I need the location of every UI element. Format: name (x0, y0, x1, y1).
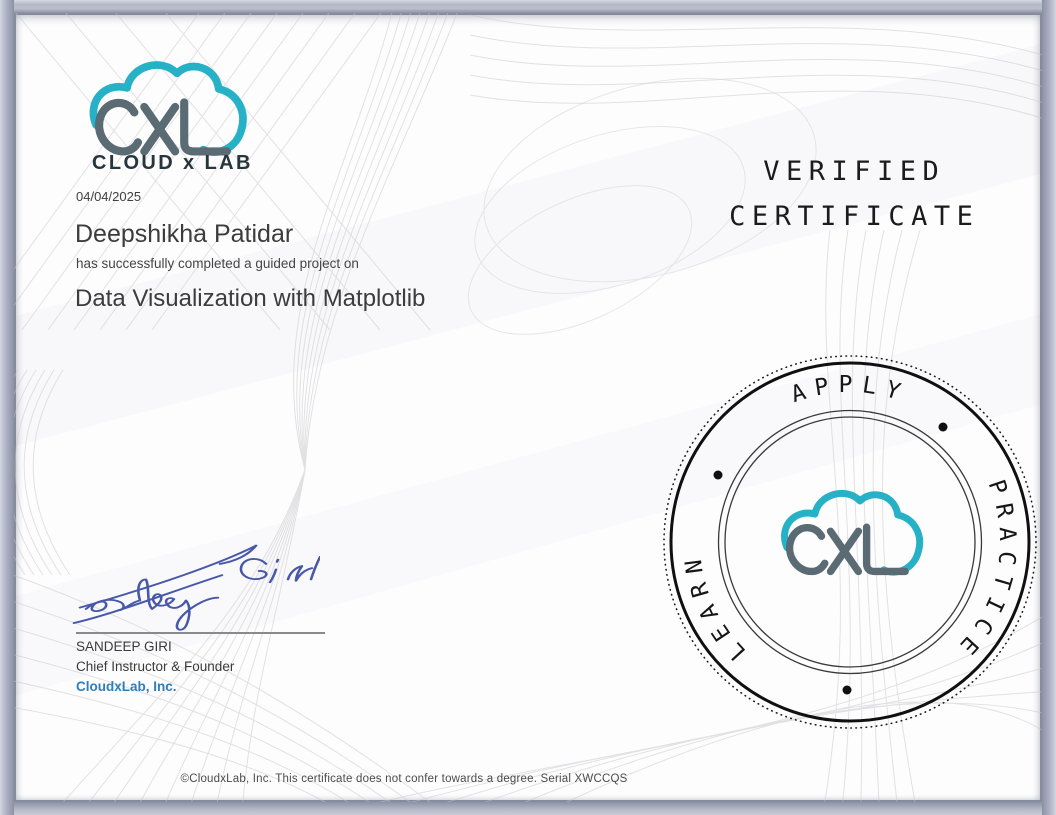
seal-separator-dot (939, 423, 948, 432)
signatory-name: SANDEEP GIRI (76, 639, 172, 654)
completion-text: has successfully completed a guided project on (76, 256, 359, 271)
brand-name: CLOUD x LAB (92, 152, 253, 174)
signature-divider (76, 632, 325, 634)
signatory-block (76, 637, 234, 697)
verified-certificate-heading (729, 149, 980, 239)
seal-word-practice: PRACTICE (948, 476, 1021, 666)
signatory-title: Chief Instructor & Founder (76, 659, 235, 674)
signatory-company-link[interactable]: CloudxLab, Inc. (76, 679, 177, 694)
issue-date: 04/04/2025 (76, 189, 142, 204)
seal-separator-dot (714, 471, 723, 480)
learn-apply-practice-seal (660, 352, 1040, 732)
seal-word-learn: LEARN (679, 549, 752, 665)
footer-disclaimer: ©CloudxLab, Inc. This certificate does not confer towards a degree. Serial XWCCQS (180, 773, 628, 785)
heading-line-verified: VERIFIED (763, 156, 946, 187)
seal-separator-dot (843, 686, 852, 695)
course-title: Data Visualization with Matplotlib (75, 285, 426, 312)
heading-line-certificate: CERTIFICATE (729, 201, 980, 232)
recipient-name: Deepshikha Patidar (75, 220, 294, 248)
handwritten-signature (70, 540, 320, 635)
seal-word-apply: APPLY (788, 372, 912, 409)
seal-cxl-logo-icon (785, 493, 920, 572)
